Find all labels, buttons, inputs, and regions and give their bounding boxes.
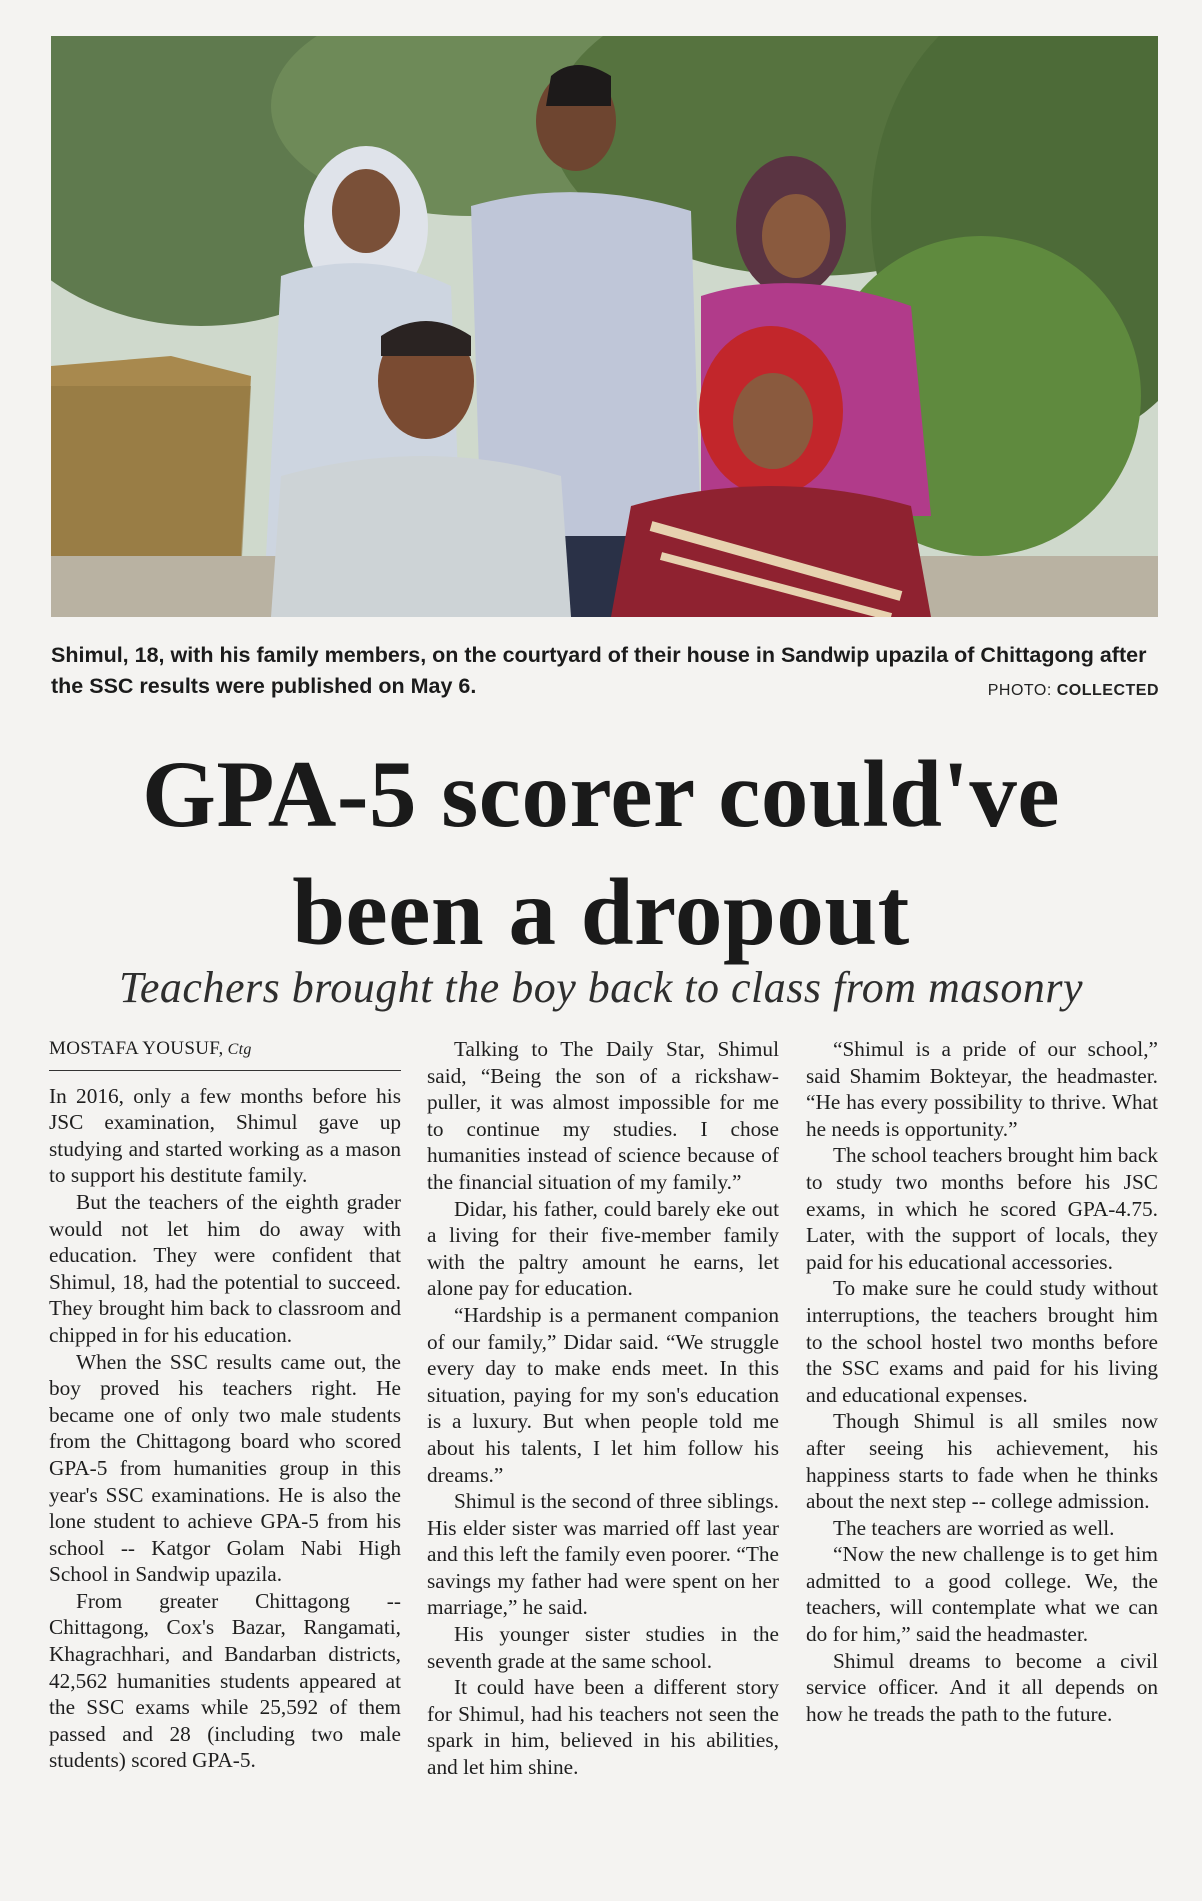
paragraph: But the teachers of the eighth grader would not let him do away with education. They were confident that Shimul, 18, had the potential to succeed. They brought him back to classroom and chipped in for his education. (49, 1189, 401, 1347)
paragraph: Didar, his father, could barely eke out a living for their five-member family with the paltry amount he earns, let alone pay for education. (427, 1196, 779, 1301)
paragraph: Shimul is the second of three siblings. His elder sister was married off last year and this left the family even poorer. “The savings my father had were spent on her marriage,” he said. (427, 1489, 779, 1620)
headline-line-1: GPA-5 scorer could've (141, 741, 1061, 847)
article-column-2 (427, 1036, 779, 1781)
photo-credit-label: PHOTO: (987, 682, 1052, 699)
kicker-subheadline: Teachers brought the boy back to class from masonry (118, 963, 1084, 1012)
headline-line-2: been a dropout (292, 859, 910, 965)
paragraph: When the SSC results came out, the boy proved his teachers right. He became one of only two male students from the Chittagong board who scored GPA-5 from humanities group in this year's SSC examinations. He is also the lone student to achieve GPA-5 from his school -- Katgor Golam Nabi High School in Sandwip upazila. (49, 1349, 401, 1587)
paragraph: “Shimul is a pride of our school,” said Shamim Bokteyar, the headmaster. “He has every possibility to thrive. What he needs is opportunity.” (806, 1037, 1158, 1141)
paragraph: Talking to The Daily Star, Shimul said, “Being the son of a rickshaw-puller, it was almost impossible for me to continue my studies. I chose humanities instead of science because of the financial situation of my family.” (427, 1037, 779, 1194)
photo-credit-value: COLLECTED (1056, 682, 1159, 699)
family-photo-illustration (51, 36, 1158, 617)
article-column-1 (49, 1036, 401, 1774)
headline (0, 735, 1202, 971)
paragraph: “Now the new challenge is to get him admitted to a good college. We, the teachers, will contemplate what we can do for him,” said the headmaster. (806, 1542, 1158, 1647)
photo-caption: Shimul, 18, with his family members, on the courtyard of their house in Sandwip upazila of Chittagong after the SSC results were published on May 6. (51, 643, 1147, 698)
paragraph: Shimul dreams to become a civil service officer. And it all depends on how he treads the path to the future. (806, 1648, 1158, 1726)
paragraph: The school teachers brought him back to study two months before his JSC exams, in which he scored GPA-4.75. Later, with the support of locals, they paid for his educational accessories. (806, 1143, 1158, 1274)
byline-location: Ctg (227, 1041, 252, 1058)
paragraph: “Hardship is a permanent companion of our family,” Didar said. “We struggle every day to make ends meet. In this situation, paying for my son's education is a luxury. But when people told me about his talents, I let him follow his dreams.” (427, 1302, 779, 1487)
byline (49, 1036, 401, 1071)
family-photo (51, 36, 1158, 617)
paragraph: From greater Chittagong -- Chittagong, Cox's Bazar, Rangamati, Khagrachhari, and Bandarban districts, 42,562 humanities students appeared at the SSC exams while 25,592 of them passed and 28 (including two male students) scored GPA-5. (49, 1588, 401, 1773)
paragraph: The teachers are worried as well. (833, 1515, 1115, 1540)
paragraph: To make sure he could study without interruptions, the teachers brought him to the school hostel two months before the SSC exams and paid for his living and educational expenses. (806, 1276, 1158, 1407)
paragraph: His younger sister studies in the seventh grade at the same school. (427, 1622, 779, 1673)
paragraph: It could have been a different story for Shimul, had his teachers not seen the spark in him, believed in his abilities, and let him shine. (427, 1675, 779, 1780)
paragraph: In 2016, only a few months before his JSC examination, Shimul gave up studying and started working as a mason to support his destitute family. (49, 1083, 401, 1188)
byline-author: MOSTAFA YOUSUF, (49, 1038, 224, 1059)
article-column-3 (806, 1036, 1158, 1727)
photo-credit (988, 682, 1159, 700)
paragraph: Though Shimul is all smiles now after seeing his achievement, his happiness starts to fade when he thinks about the next step -- college admission. (806, 1409, 1158, 1514)
